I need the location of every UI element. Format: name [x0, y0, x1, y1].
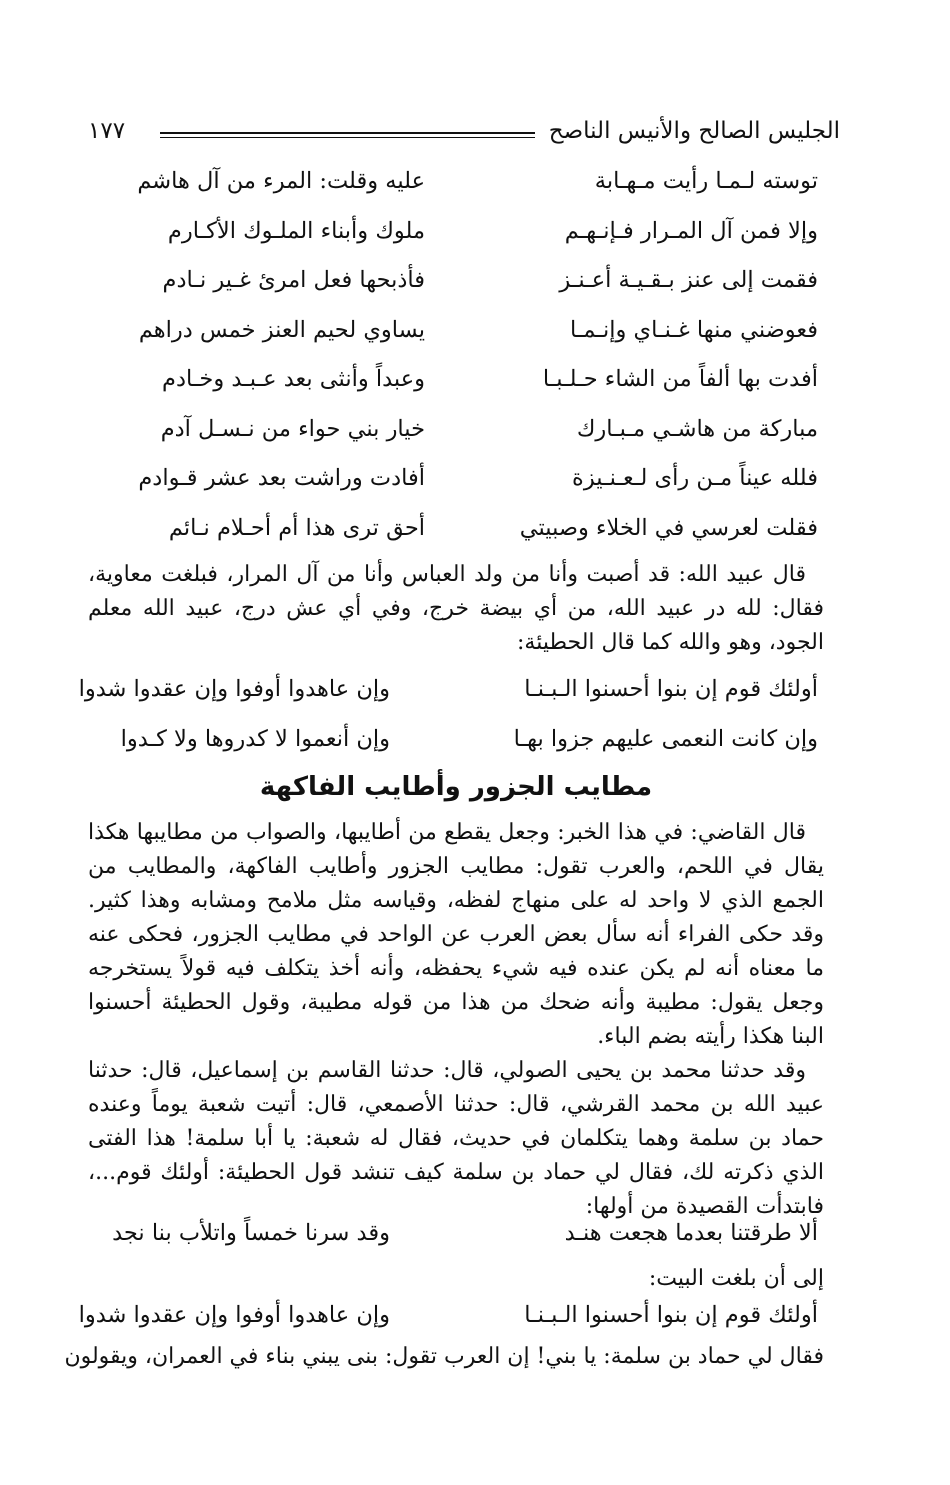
verse-second-hemistich: وإن عاهدوا أوفوا وإن عقدوا شدوا [78, 676, 390, 702]
last-line: فقال لي حماد بن سلمة: يا بني! إن العرب تقول: بنى يبني بناء في العمران، ويقولون [64, 1344, 824, 1369]
verse [78, 676, 830, 726]
paragraph: قال عبيد الله: قد أصبت وأنا من ولد العباس وأنا من آل المرار، فبلغت معاوية، فقال: لله در عبيد الله، من أي بيضة خرج، وفي أي عش درج، عبيد الله معلم الجود، وهو والله كما قال الحطيئة: [88, 562, 824, 655]
poem-hind [100, 1220, 830, 1270]
poem-hashim [100, 168, 830, 564]
verse [100, 726, 830, 776]
page-number: ١٧٧ [88, 118, 126, 144]
verse-second-hemistich: وإن أنعموا لا كدروها ولا كـدوا [120, 725, 390, 752]
paragraph-qadi [88, 816, 824, 1054]
line-until: إلى أن بلغت البيت: [648, 1266, 824, 1291]
verse-first-hemistich: فعوضني منها غـنـاي وإنـمـا [569, 316, 818, 343]
verse-second-hemistich: وقد سرنا خمساً واتلأب بنا نجد [112, 1220, 390, 1246]
verse [100, 366, 830, 416]
verse [100, 218, 830, 268]
verse [100, 465, 830, 515]
verse-first-hemistich: مباركة من هاشـي مـبـارك [576, 415, 818, 442]
paragraph-isnad [88, 1054, 824, 1224]
verse-second-hemistich: أفادت وراشت بعد عشر قـوادم [138, 465, 425, 491]
verse-second-hemistich: خيار بني حواء من نـسـل آدم [160, 415, 425, 442]
paragraph-muawiya [88, 558, 824, 660]
header-title: الجليس الصالح والأنيس الناصح [548, 118, 840, 144]
running-header [88, 118, 840, 152]
verse [100, 1220, 830, 1270]
verse-first-hemistich: فلله عيناً مـن رأى لـعـنـيزة [572, 465, 818, 491]
verse-first-hemistich: أفدت بها ألفاً من الشاء حـلـبـا [542, 366, 818, 392]
verse-second-hemistich: عليه وقلت: المرء من آل هاشم [137, 168, 425, 194]
verse-second-hemistich: فأذبحها فعل امرئ غـير نـادم [162, 267, 425, 293]
header-rule [160, 132, 535, 134]
verse [100, 168, 830, 218]
verse-first-hemistich: فقمت إلى عنز بـقـيـة أعـنـز [559, 267, 818, 293]
verse [100, 416, 830, 466]
poem-hutaia [78, 676, 830, 775]
verse-first-hemistich: وإلا فمن آل المـرار فـإنـهـم [564, 217, 818, 244]
verse-first-hemistich: أولئك قوم إن بنوا أحسنوا الـبـنـا [524, 1302, 818, 1328]
verse-second-hemistich: ملوك وأبناء الملـوك الأكـارم [167, 217, 425, 244]
verse [100, 267, 830, 317]
section-heading: مطايب الجزور وأطايب الفاكهة [259, 772, 653, 802]
verse [100, 317, 830, 367]
verse-second-hemistich: وإن عاهدوا أوفوا وإن عقدوا شدوا [78, 1302, 390, 1328]
verse-first-hemistich: أولئك قوم إن بنوا أحسنوا الـبـنـا [524, 676, 818, 702]
verse-first-hemistich: ألا طرقتنا بعدما هجعت هنـد [564, 1220, 818, 1246]
verse-first-hemistich: توسته لـمـا رأيت مـهـابة [594, 168, 818, 194]
verse-second-hemistich: وعبداً وأنثى بعد عـبـد وخـادم [162, 366, 425, 392]
verse-first-hemistich: فقلت لعرسي في الخلاء وصبيتي [519, 514, 818, 541]
paragraph: قال القاضي: في هذا الخبر: وجعل يقطع من أطايبها، والصواب من مطايبها هكذا يقال في اللحم، والعرب تقول: مطايب الجزور وأطايب الفاكهة، والمطايب من الجمع الذي لا واحد له على منهاج لفظه، وقياسه مثل ملامح ومشابه وهذا كثير. وقد حكى الفراء أنه سأل بعض العرب عن الواحد في مطايب الجزور، فحكى عنه ما معناه أنه لم يكن عنده فيه شيء يحفظه، وأنه أخذ يتكلف فيه قولاً يستخرجه وجعل يقول: مطيبة وأنه ضحك من هذا من قوله مطيبة، وقول الحطيئة أحسنوا البنا هكذا رأيته بضم الباء. [88, 820, 824, 1049]
verse-second-hemistich: أحق ترى هذا أم أحـلام نـائم [168, 514, 425, 541]
verse [100, 515, 830, 565]
verse-second-hemistich: يساوي لحيم العنز خمس دراهم [138, 316, 425, 343]
paragraph: وقد حدثنا محمد بن يحيى الصولي، قال: حدثنا القاسم بن إسماعيل، قال: حدثنا عبيد الله بن محمد القرشي، قال: حدثنا الأصمعي، قال: أتيت شعبة يوماً وعنده حماد بن سلمة وهما يتكلمان في حديث، فقال له شعبة: يا أبا سلمة! هذا الفتى الذي ذكرته لك، فقال لي حماد بن سلمة كيف تنشد قول الحطيئة: أولئك قوم...، فابتدأت القصيدة من أولها: [88, 1058, 824, 1219]
verse-first-hemistich: وإن كانت النعمى عليهم جزوا بهـا [513, 725, 818, 752]
